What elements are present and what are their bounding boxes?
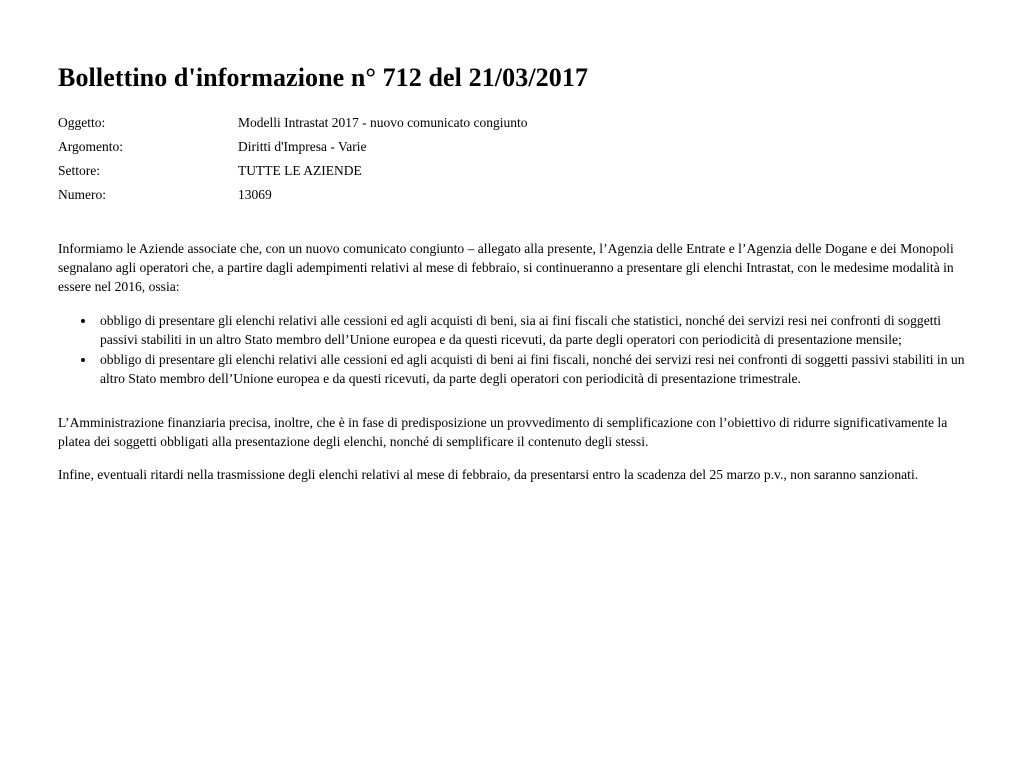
metadata-value-argomento: Diritti d'Impresa - Varie	[238, 139, 367, 155]
metadata-label-argomento: Argomento:	[58, 139, 123, 155]
table-row	[58, 187, 527, 211]
metadata-label-oggetto: Oggetto:	[58, 115, 106, 131]
intro-paragraph: Informiamo le Aziende associate che, con un nuovo comunicato congiunto – allegato alla presente, l’Agenzia delle Entrate e l’Agenzia delle Dogane e dei Monopoli segnalano agli operatori che, a partire dagli adempimenti relativi al mese di febbraio, si continueranno a presentare gli elenchi Intrastat, con le medesime modalità in essere nel 2016, ossia:	[58, 240, 954, 295]
metadata-value-numero: 13069	[238, 186, 272, 202]
metadata-value-oggetto: Modelli Intrastat 2017 - nuovo comunicato congiunto	[238, 115, 528, 131]
paragraph-deadline: Infine, eventuali ritardi nella trasmissione degli elenchi relativi al mese di febbraio, da presentarsi entro la scadenza del 25 marzo p.v., non saranno sanzionati.	[58, 467, 919, 483]
table-row	[58, 163, 527, 187]
list-item: • obbligo di presentare gli elenchi relativi alle cessioni ed agli acquisti di beni, sia ai fini fiscali che statistici, nonché dei servizi resi nei confronti di soggetti passivi stabiliti in un altro Stato membro dell’Unione europea e da questi ricevuti, da parte degli operatori con periodicità di presentazione mensile;	[96, 311, 966, 350]
obligations-list	[58, 311, 966, 389]
list-item: • obbligo di presentare gli elenchi relativi alle cessioni ed agli acquisti di beni ai fini fiscali, nonché dei servizi resi nei confronti di soggetti passivi stabiliti in un altro Stato membro dell’Unione europea e da questi ricevuti, da parte degli operatori con periodicità di presentazione trimestrale.	[96, 350, 966, 389]
metadata-value-settore: TUTTE LE AZIENDE	[238, 162, 362, 178]
page-title: Bollettino d'informazione n° 712 del 21/03/2017	[58, 63, 589, 92]
spacer	[58, 229, 966, 239]
paragraph-administration: L’Amministrazione finanziaria precisa, inoltre, che è in fase di predisposizione un provvedimento di semplificazione con l’obiettivo di ridurre significativamente la platea dei soggetti obbligati alla presentazione degli elenchi, nonché di semplificare il contenuto degli stessi.	[58, 414, 948, 450]
metadata-table	[58, 115, 527, 211]
metadata-label-numero: Numero:	[58, 186, 106, 202]
table-row	[58, 139, 527, 163]
metadata-label-settore: Settore:	[58, 162, 100, 178]
table-row	[58, 115, 527, 139]
